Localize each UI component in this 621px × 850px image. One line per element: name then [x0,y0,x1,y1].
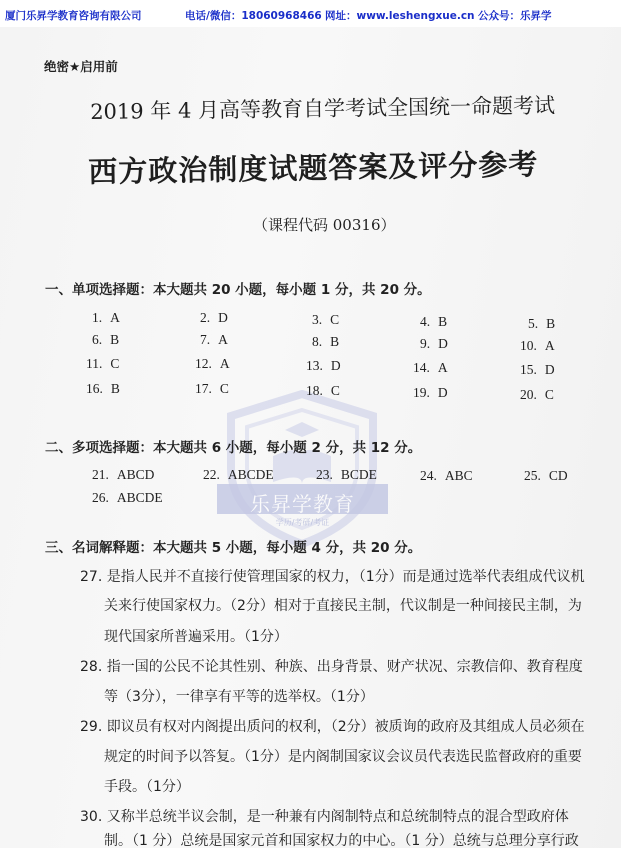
watermark-tagline: 学历/考研/考证 [275,518,330,527]
header-phone: 电话/微信：18060968466 [185,10,322,22]
answer-item: 13. D [306,358,341,373]
page-title: 西方政治制度试题答案及评分参考 [88,147,539,189]
answer-item: 7. A [200,332,228,347]
header-bar [0,0,621,27]
answer-item: 1. A [92,310,120,325]
answer-item: 9. D [420,336,448,351]
answer-paragraph-line: 现代国家所普遍采用。（1分） [104,629,288,645]
answer-paragraph-line: 29. 即议员有权对内阁提出质问的权利，（2分）被质询的政府及其组成人员必须在 [80,719,585,735]
answer-paragraph-line: 关来行使国家权力。（2分）相对于直接民主制，代议制是一种间接民主制，为 [104,598,582,614]
answer-paragraph-line: 制。（1 分）总统是国家元首和国家权力的中心。（1 分）总统与总理分享行政 [104,833,579,849]
answer-paragraph-line: 27. 是指人民并不直接行使管理国家的权力，（1分）而是通过选举代表组成代议机 [80,569,585,585]
watermark-text: 乐昇学教育 [250,492,355,516]
answer-item: 24. ABC [420,468,473,483]
header-company: 厦门乐昇学教育咨询有限公司 [5,10,142,22]
answer-item: 10. A [520,338,555,353]
answer-item: 15. D [520,362,555,377]
answer-item: 17. C [195,381,229,396]
answer-paragraph-line: 28. 指一国的公民不论其性别、种族、出身背景、财产状况、宗教信仰、教育程度 [80,659,583,675]
answer-item: 22. ABCDE [203,467,274,482]
section-single-choice-heading: 一、单项选择题：本大题共 20 小题，每小题 1 分，共 20 分。 [45,282,431,298]
answer-item: 3. C [312,312,340,327]
answer-paragraph-line: 30. 又称半总统半议会制，是一种兼有内阁制特点和总统制特点的混合型政府体 [80,809,569,825]
answer-item: 5. B [528,316,556,331]
header-site: 网址：www.leshengxue.cn [325,10,475,22]
answer-item: 19. D [413,385,448,400]
answer-item: 8. B [312,334,340,349]
answer-paragraph-line: 等（3分），一律享有平等的选举权。（1分） [104,689,374,705]
answer-item: 21. ABCD [92,467,155,482]
section-term-explanation-heading: 三、名词解释题：本大题共 5 小题，每小题 4 分，共 20 分。 [45,540,422,556]
answer-item: 26. ABCDE [92,490,163,505]
answer-item: 20. C [520,387,554,402]
answer-item: 25. CD [524,468,568,483]
answer-item: 18. C [306,383,340,398]
answer-item: 23. BCDE [316,467,377,482]
confidential-label: 绝密★启用前 [44,59,118,74]
answer-item: 11. C [86,356,120,371]
exam-title: 2019 年 4 月高等教育自学考试全国统一命题考试 [90,93,556,124]
course-code: （课程代码 00316） [253,216,396,234]
answer-paragraph-line: 手段。（1分） [104,779,190,795]
answer-item: 12. A [195,356,230,371]
answer-item: 2. D [200,310,228,325]
answer-paragraph-line: 规定的时间予以答复。（1分）是内阁制国家议会议员代表选民监督政府的重要 [104,749,582,765]
section-multiple-choice-heading: 二、多项选择题：本大题共 6 小题，每小题 2 分，共 12 分。 [45,440,422,456]
answer-item: 14. A [413,360,448,375]
answer-item: 4. B [420,314,448,329]
answer-item: 16. B [86,381,120,396]
header-wechat: 公众号：乐昇学 [478,10,552,22]
answer-item: 6. B [92,332,120,347]
